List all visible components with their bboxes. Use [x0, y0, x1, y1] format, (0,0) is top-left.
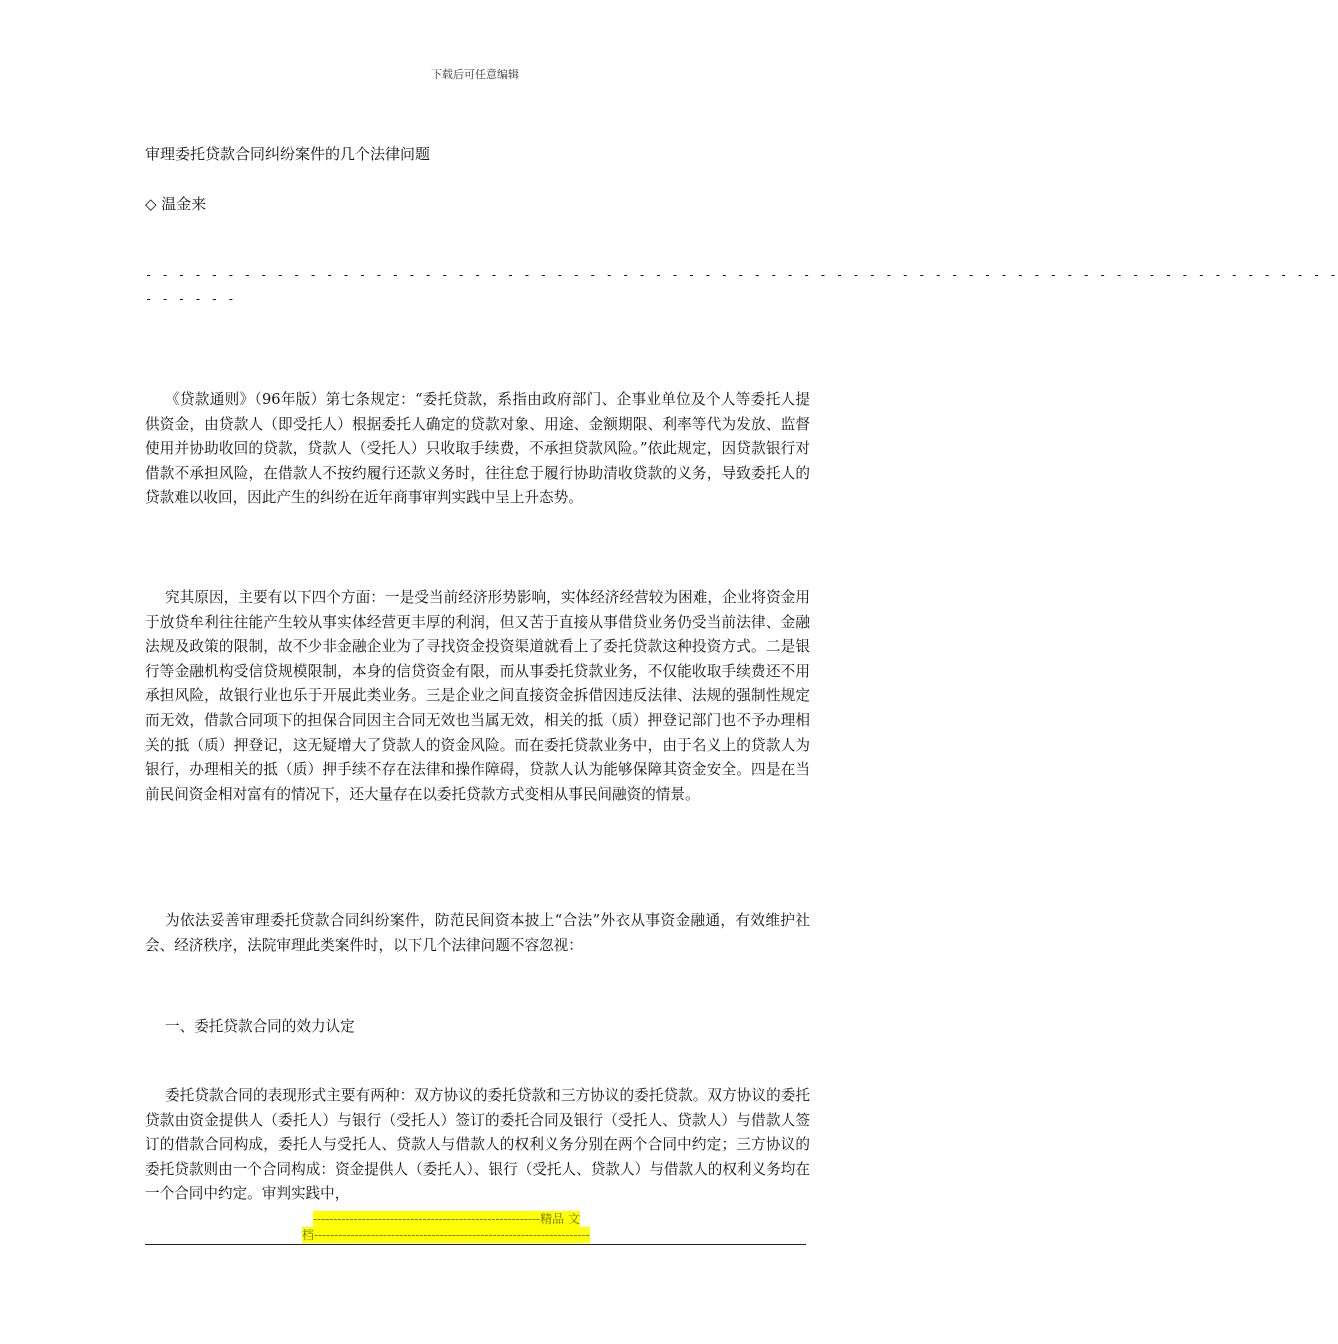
footer-highlight-text: --------------------------------------------------------精品 文 — [313, 1212, 580, 1226]
separator-line: - - - - - - - - - - - - - - - - - - - - - - - - - - - - - - - - - - - - - - - - - - - - - - - - - - - - - - - - - - - - - - - - - - - - - - - - - — [145, 268, 1338, 282]
footer-rule — [145, 1244, 806, 1245]
paragraph-loan-rules: 《贷款通则》（96年版）第七条规定：“委托贷款，系指由政府部门、企事业单位及个人等委托人提供资金，由贷款人（即受托人）根据委托人确定的贷款对象、用途、金额期限、利率等代为发放、监督使用并协助收回的贷款，贷款人（受托人）只收取手续费，不承担贷款风险。”依此规定，因贷款银行对借款不承担风险，在借款人不按约履行还款义务时，往往怠于履行协助清收贷款的义务，导致委托人的贷款难以收回，因此产生的纠纷在近年商事审判实践中呈上升态势。 — [145, 391, 810, 507]
header-note: 下载后可任意编辑 — [431, 68, 519, 81]
page-title: 审理委托贷款合同纠纷案件的几个法律问题 — [145, 145, 431, 163]
footer-highlight-text: 档-------------------------------------------------------------------- — [302, 1228, 590, 1242]
paragraph-contract-forms: 委托贷款合同的表现形式主要有两种：双方协议的委托贷款和三方协议的委托贷款。双方协议的委托贷款由资金提供人（委托人）与银行（受托人）签订的委托合同及银行（受托人、贷款人）与借款人签订的借款合同构成，委托人与受托人、贷款人与借款人的权利义务分别在两个合同中约定；三方协议的委托贷款则由一个合同构成：资金提供人（委托人）、银行（受托人、贷款人）与借款人的权利义务均在一个合同中约定。审判实践中， — [145, 1087, 810, 1203]
separator-line-continuation: - - - - - - — [145, 292, 236, 306]
paragraph-issues-intro: 为依法妥善审理委托贷款合同纠纷案件，防范民间资本披上“合法”外衣从事资金融通，有效维护社会、经济秩序，法院审理此类案件时，以下几个法律问题不容忽视： — [145, 912, 810, 954]
paragraph-causes: 究其原因，主要有以下四个方面：一是受当前经济形势影响，实体经济经营较为困难，企业将资金用于放贷牟利往往能产生较从事实体经营更丰厚的利润，但又苦于直接从事借贷业务仍受当前法律、金融法规及政策的限制，故不少非金融企业为了寻找资金投资渠道就看上了委托贷款这种投资方式。二是银行等金融机构受信贷规模限制，本身的信贷资金有限，而从事委托贷款业务，不仅能收取手续费还不用承担风险，故银行业也乐于开展此类业务。三是企业之间直接资金拆借因违反法律、法规的强制性规定而无效，借款合同项下的担保合同因主合同无效也当属无效，相关的抵（质）押登记部门也不予办理相关的抵（质）押登记，这无疑增大了贷款人的资金风险。而在委托贷款业务中，由于名义上的贷款人为银行，办理相关的抵（质）押手续不存在法律和操作障碍，贷款人认为能够保障其资金安全。四是在当前民间资金相对富有的情况下，还大量存在以委托贷款方式变相从事民间融资的情景。 — [145, 589, 810, 803]
author-line: ◇ 温金来 — [145, 195, 207, 213]
section-heading-validity: 一、委托贷款合同的效力认定 — [165, 1018, 355, 1035]
